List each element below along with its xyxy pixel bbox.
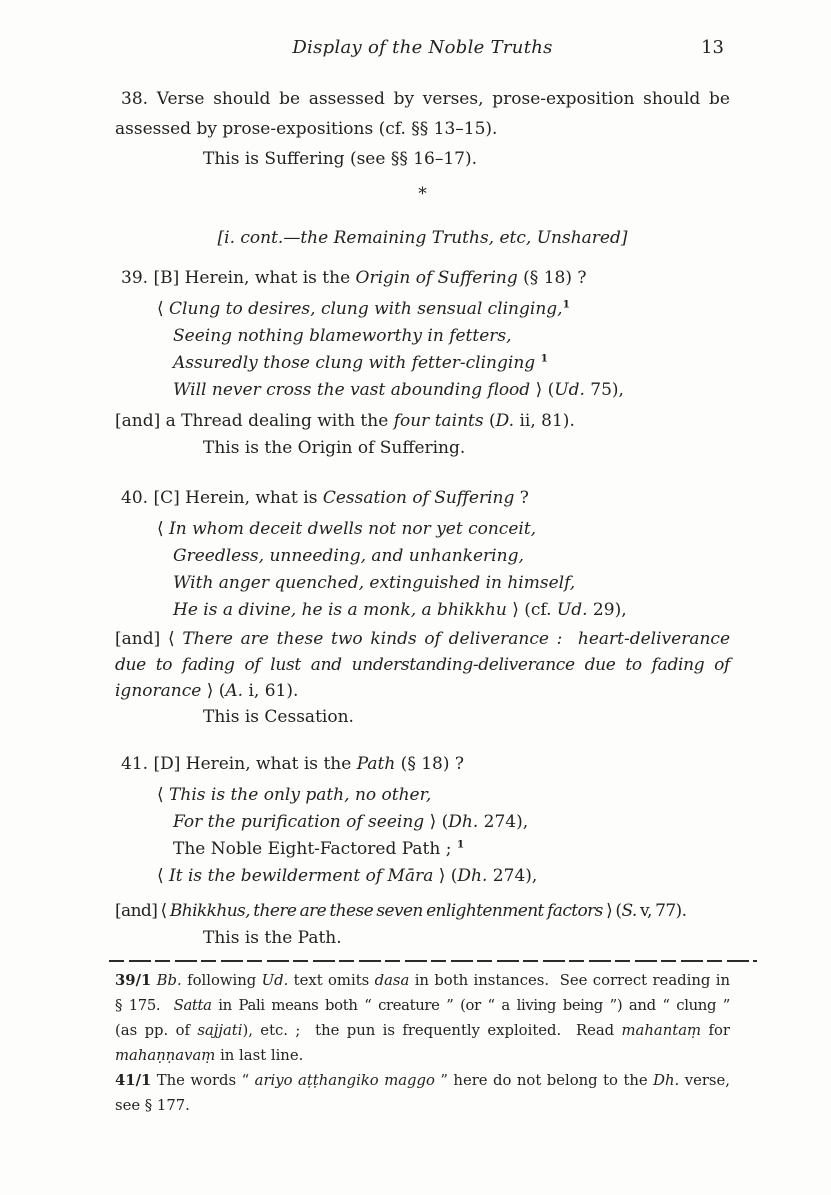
text-segment: see § 177. [115, 1097, 190, 1114]
text-line [115, 516, 730, 543]
text-segment: (as pp. of [115, 1022, 198, 1039]
text-segment: ⟨ [157, 299, 170, 319]
text-segment: This is the Path. [203, 928, 342, 948]
text-line [115, 296, 730, 323]
text-segment: 274), [487, 866, 538, 886]
footnote-41-1 [115, 1068, 730, 1118]
text-segment: Path [356, 754, 396, 774]
text-line [115, 1018, 730, 1043]
paragraph-39-and [115, 408, 730, 462]
text-segment: It is the bewilderment of Māra [169, 866, 434, 886]
text-line [115, 652, 730, 678]
text-line [115, 180, 730, 208]
text-segment: in Pali means both “ creature ” (or “ a living being ”) and “ clung ” [211, 997, 730, 1014]
verse-40 [115, 516, 730, 624]
text-segment: in last line. [215, 1047, 304, 1064]
text-segment: ( [483, 411, 496, 431]
text-segment: Ud. [261, 972, 289, 989]
text-segment: This is Cessation. [203, 707, 354, 727]
text-segment: 29), [587, 600, 627, 620]
text-segment: Greedless, unneeding, and unhankering, [173, 546, 524, 566]
text-line [115, 323, 730, 350]
text-segment: ⟩ ( [201, 681, 226, 701]
text-segment: [and] a Thread dealing with the [115, 411, 394, 431]
text-line [115, 1093, 730, 1118]
text-line [115, 144, 730, 174]
text-segment: i, 61). [243, 681, 299, 701]
text-segment: ⟨ [157, 866, 170, 886]
text-segment: This is the only path, no other, [169, 785, 432, 805]
text-segment: four taints [393, 411, 484, 431]
text-segment: S. [621, 901, 637, 921]
footnote-39-1 [115, 968, 730, 1068]
text-line [115, 836, 730, 863]
text-line [115, 925, 730, 952]
text-segment: 40. [C] Herein, what is [121, 488, 323, 508]
text-segment: Dh. [457, 866, 488, 886]
text-segment: Ud. [556, 600, 588, 620]
text-segment: ⟩ ( [602, 901, 622, 921]
text-segment: due to fading of lust and understanding-deliverance due to fading of [115, 655, 730, 675]
text-segment: ? [514, 488, 529, 508]
text-segment: 1 [562, 298, 570, 311]
text-segment: § 175. [115, 997, 174, 1014]
verse-41 [115, 782, 730, 890]
text-segment: Assuredly those clung with fetter-clinging [173, 353, 536, 373]
text-segment: dasa [374, 972, 410, 989]
verse-39 [115, 296, 730, 404]
text-segment: ⟩ ( [433, 866, 458, 886]
text-line [115, 114, 730, 144]
text-line [115, 782, 730, 809]
text-line [115, 435, 730, 462]
text-line [115, 678, 730, 704]
text-segment: ” here do not belong to the [434, 1072, 654, 1089]
text-segment: ⟩ ( [530, 380, 555, 400]
text-line [115, 626, 730, 652]
text-segment: [and] ⟨ [115, 901, 170, 921]
text-segment: (§ 18) ? [517, 268, 587, 288]
text-segment: Seeing nothing blameworthy in fetters, [173, 326, 512, 346]
text-column [115, 36, 730, 1118]
text-line [115, 484, 730, 512]
text-line [115, 377, 730, 404]
text-segment: ), etc. ; the pun is frequently exploited. Read [242, 1022, 622, 1039]
paragraph-39-heading [115, 264, 730, 292]
text-segment: sajjati [197, 1022, 243, 1039]
text-line [115, 993, 730, 1018]
text-segment: Cessation of Suffering [322, 488, 515, 508]
text-segment: in both instances. See correct reading in [409, 972, 730, 989]
text-segment: text omits [288, 972, 375, 989]
text-body [115, 84, 730, 952]
paragraph-41-heading [115, 750, 730, 778]
text-segment: There are these two kinds of deliverance : heart-deliverance [182, 629, 730, 649]
text-segment: 39. [B] Herein, what is the [121, 268, 356, 288]
text-segment: Bb. [156, 972, 182, 989]
text-segment: Dh. [653, 1072, 680, 1089]
text-segment: Will never cross the vast abounding flood [173, 380, 531, 400]
text-segment: assessed by prose-expositions (cf. §§ 13–15). [115, 119, 498, 139]
text-segment: v, 77). [636, 901, 687, 921]
text-segment: 38. Verse should be assessed by verses, prose-exposition should be [121, 89, 730, 109]
text-segment: In whom deceit dwells not nor yet conceit, [169, 519, 537, 539]
text-segment: 1 [456, 838, 465, 851]
paragraph-40-and [115, 626, 730, 730]
text-segment: Dh. [448, 812, 479, 832]
text-segment: This is the Origin of Suffering. [203, 438, 466, 458]
text-segment: The Noble Eight-Factored Path ; [173, 839, 457, 859]
text-segment: ⟨ [157, 785, 170, 805]
text-line [115, 809, 730, 836]
text-segment: ⟨ [157, 519, 170, 539]
text-line [115, 84, 730, 114]
text-line [115, 1068, 730, 1093]
text-segment: 1 [540, 352, 548, 365]
text-line [115, 863, 730, 890]
text-segment: The words “ [151, 1072, 255, 1089]
text-segment: [i. cont.—the Remaining Truths, etc, Unshared] [217, 228, 628, 248]
text-segment: For the purification of seeing [173, 812, 425, 832]
text-line [115, 704, 730, 730]
text-segment: [and] ⟨ [115, 629, 183, 649]
text-line [115, 750, 730, 778]
text-segment: This is Suffering (see §§ 16–17). [203, 149, 478, 169]
text-segment: ignorance [115, 681, 202, 701]
page-number: 13 [701, 37, 724, 58]
text-line [115, 350, 730, 377]
text-segment: D. [495, 411, 515, 431]
text-segment: following [181, 972, 262, 989]
text-line [115, 968, 730, 993]
footnotes [115, 968, 730, 1118]
text-line [115, 597, 730, 624]
text-line [115, 408, 730, 435]
text-segment: 41/1 [115, 1072, 152, 1089]
text-line [115, 224, 730, 252]
text-segment: ariyo aṭṭhangiko maggo [254, 1072, 435, 1089]
page-header [115, 36, 730, 60]
text-line [115, 543, 730, 570]
text-segment: ⟩ (cf. [506, 600, 557, 620]
text-segment: Clung to desires, clung with sensual clinging, [169, 299, 563, 319]
paragraph-41-and [115, 898, 730, 952]
running-title: Display of the Noble Truths [292, 37, 553, 58]
text-segment: A. [225, 681, 244, 701]
text-segment: 39/1 [115, 972, 152, 989]
section-heading-bracketed [115, 224, 730, 252]
text-segment: mahaṇṇavaṃ [115, 1047, 216, 1064]
paragraph-38 [115, 84, 730, 174]
text-segment: With anger quenched, extinguished in himself, [173, 573, 576, 593]
text-segment: mahantaṃ [621, 1022, 702, 1039]
text-segment: 41. [D] Herein, what is the [121, 754, 357, 774]
text-segment: 274), [478, 812, 529, 832]
text-segment: Satta [173, 997, 212, 1014]
text-segment: verse, [679, 1072, 730, 1089]
section-separator-star [115, 180, 730, 208]
text-segment: for [701, 1022, 730, 1039]
text-line [115, 264, 730, 292]
footnote-rule [109, 960, 757, 962]
text-segment: Ud. [554, 380, 585, 400]
text-segment: (§ 18) ? [395, 754, 465, 774]
text-line [115, 1043, 730, 1068]
text-segment: * [418, 184, 427, 204]
text-segment: 75), [584, 380, 624, 400]
paragraph-40-heading [115, 484, 730, 512]
text-segment: ii, 81). [514, 411, 575, 431]
text-segment: ⟩ ( [424, 812, 449, 832]
text-segment: He is a divine, he is a monk, a bhikkhu [173, 600, 507, 620]
text-segment: Origin of Suffering [355, 268, 518, 288]
text-line [115, 898, 730, 925]
text-line [115, 570, 730, 597]
text-segment: Bhikkhus, there are these seven enlightenment factors [169, 901, 603, 921]
